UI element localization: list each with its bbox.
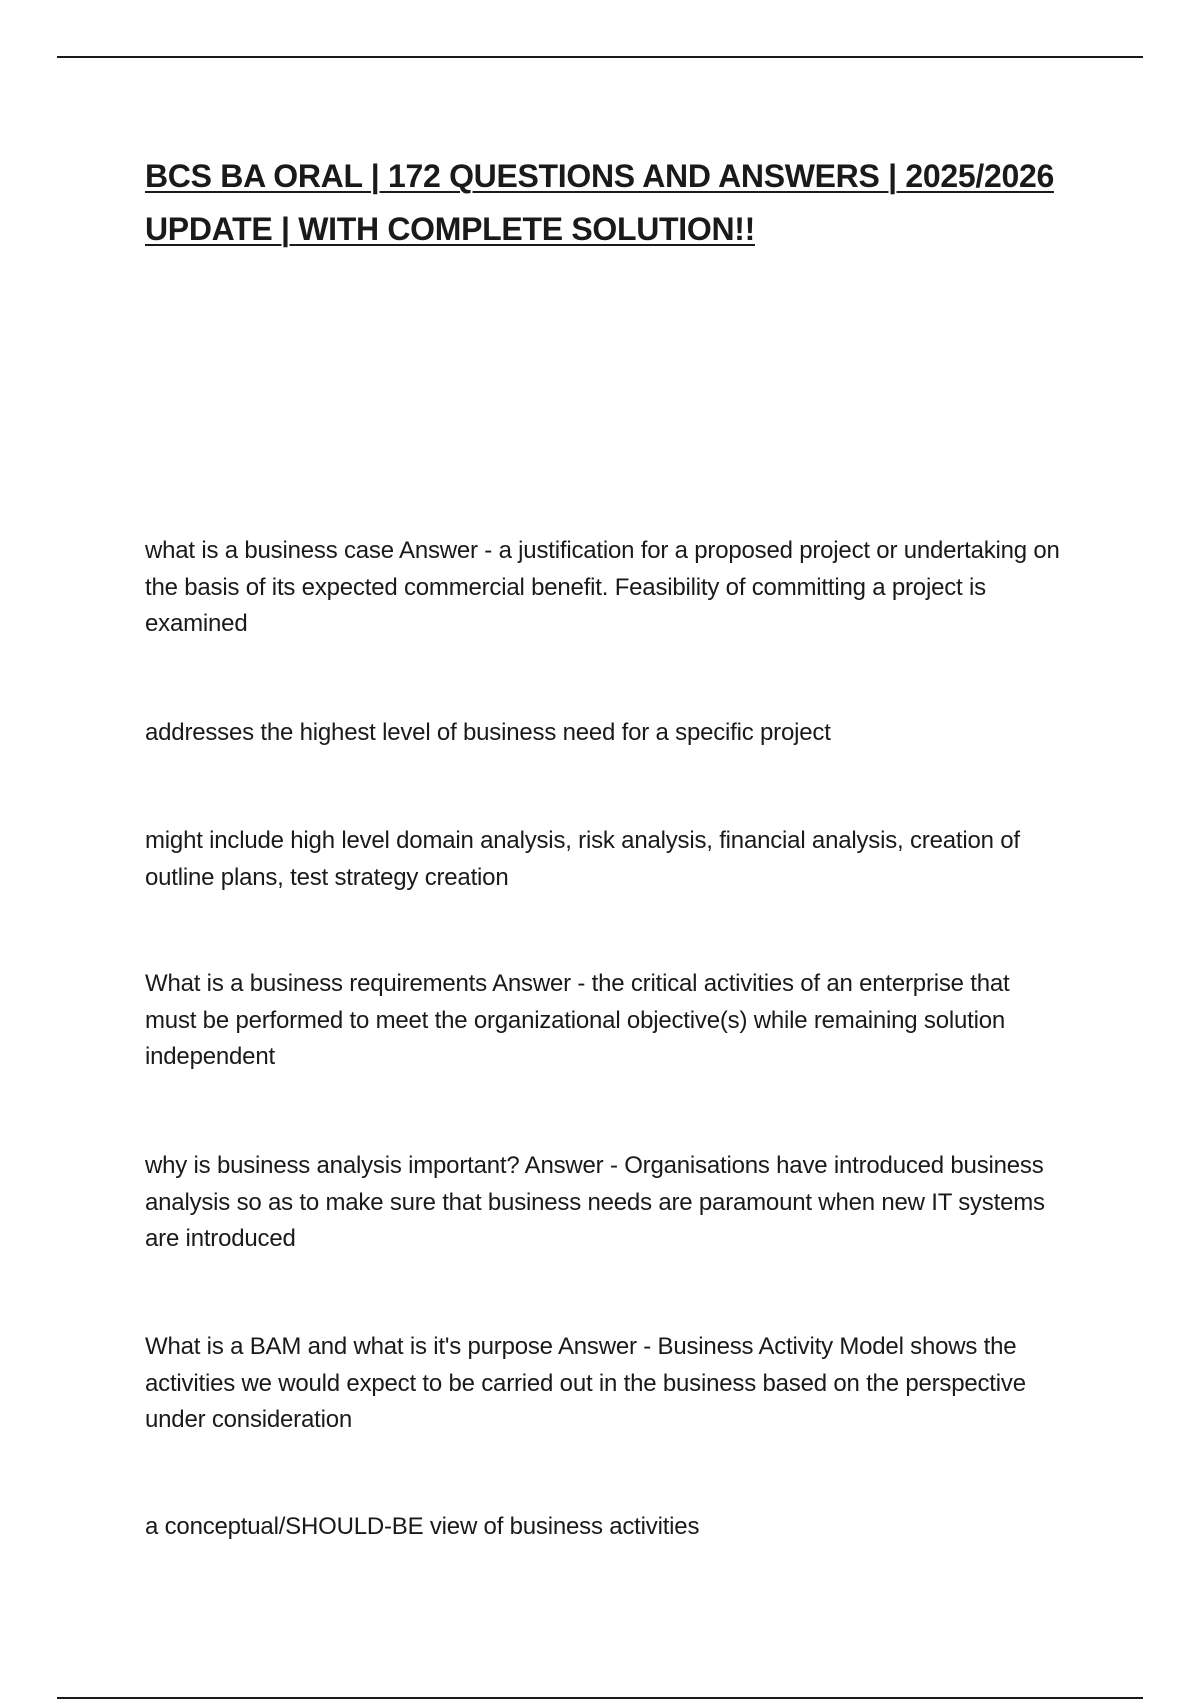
paragraph-business-requirements: What is a business requirements Answer - the critical activities of an enterprise that must be performed to meet the organizational objective(s) while remaining solution independent [145, 970, 1010, 1070]
paragraph-business-case: what is a business case Answer - a justification for a proposed project or undertaking on the basis of its expected commercial benefit. Feasibility of committing a project is examined [145, 537, 1060, 637]
document-title: BCS BA ORAL | 172 QUESTIONS AND ANSWERS | 2025/2026 UPDATE | WITH COMPLETE SOLUTION!! [145, 158, 1054, 247]
paragraph-why-business-analysis: why is business analysis important? Answer - Organisations have introduced business analysis so as to make sure that business needs are paramount when new IT systems are introduced [145, 1152, 1045, 1252]
footer-rule [57, 1697, 1143, 1699]
paragraph-analysis-scope: might include high level domain analysis, risk analysis, financial analysis, creation of outline plans, test strategy creation [145, 827, 1020, 891]
paragraph-business-need: addresses the highest level of business need for a specific project [145, 719, 831, 746]
paragraph-bam-purpose: What is a BAM and what is it's purpose Answer - Business Activity Model shows the activities we would expect to be carried out in the business based on the perspective under consideration [145, 1333, 1026, 1433]
header-rule [57, 56, 1143, 58]
paragraph-conceptual-view: a conceptual/SHOULD-BE view of business activities [145, 1513, 700, 1540]
